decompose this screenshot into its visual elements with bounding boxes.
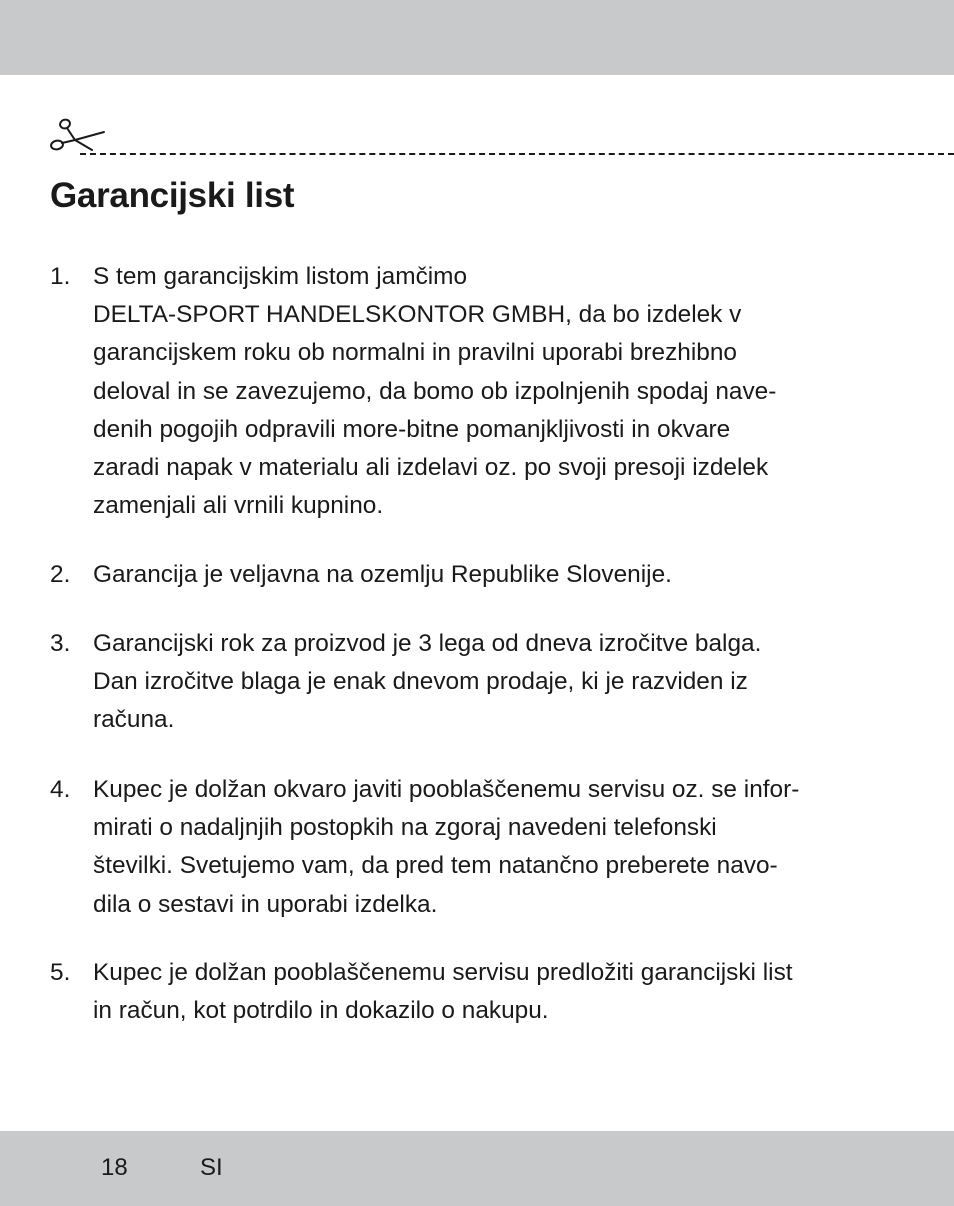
item-line: Garancijski rok za proizvod je 3 lega od dneva izročitve balga. xyxy=(93,630,762,657)
item-line: Kupec je dolžan okvaro javiti pooblaščenemu servisu oz. se infor- xyxy=(93,776,800,803)
header-band xyxy=(0,0,954,75)
item-line: Kupec je dolžan pooblaščenemu servisu predložiti garancijski list xyxy=(93,959,793,986)
item-number: 3. xyxy=(50,630,71,657)
item-line: garancijskem roku ob normalni in pravilni uporabi brezhibno xyxy=(93,339,737,367)
item-number: 2. xyxy=(50,561,71,588)
item-line: S tem garancijskim listom jamčimo xyxy=(93,263,468,290)
item-number: 4. xyxy=(50,776,71,803)
item-text xyxy=(93,625,923,740)
item-line: deloval in se zavezujemo, da bomo ob izpolnjenih spodaj nave- xyxy=(93,377,777,405)
item-number: 1. xyxy=(50,263,71,290)
item-text xyxy=(93,556,923,594)
item-line: zaradi napak v materialu ali izdelavi oz. po svoji presoji izdelek xyxy=(93,454,769,482)
item-line: denih pogojih odpravili more-bitne pomanjkljivosti in okvare xyxy=(93,415,731,443)
page-title: Garancijski list xyxy=(50,176,295,215)
item-line: računa. xyxy=(93,706,175,734)
item-line: DELTA-SPORT HANDELSKONTOR GMBH, da bo izdelek v xyxy=(93,301,742,329)
item-number: 5. xyxy=(50,959,71,986)
item-text xyxy=(93,258,923,525)
cut-line xyxy=(80,153,954,155)
item-text xyxy=(93,954,923,1030)
item-line: Garancija je veljavna na ozemlju Republike Slovenije. xyxy=(93,561,672,588)
scissors-icon xyxy=(48,118,106,158)
item-line: zamenjali ali vrnili kupnino. xyxy=(93,492,384,520)
item-line: in račun, kot potrdilo in dokazilo o nakupu. xyxy=(93,997,549,1025)
language-code: SI xyxy=(200,1154,223,1181)
footer-band xyxy=(0,1131,954,1206)
page-number: 18 xyxy=(101,1154,128,1181)
item-line: številki. Svetujemo vam, da pred tem natančno preberete navo- xyxy=(93,852,778,880)
item-text xyxy=(93,771,923,924)
item-line: dila o sestavi in uporabi izdelka. xyxy=(93,890,438,918)
item-line: Dan izročitve blaga je enak dnevom prodaje, ki je razviden iz xyxy=(93,668,748,696)
item-line: mirati o nadaljnjih postopkih na zgoraj navedeni telefonski xyxy=(93,814,717,842)
